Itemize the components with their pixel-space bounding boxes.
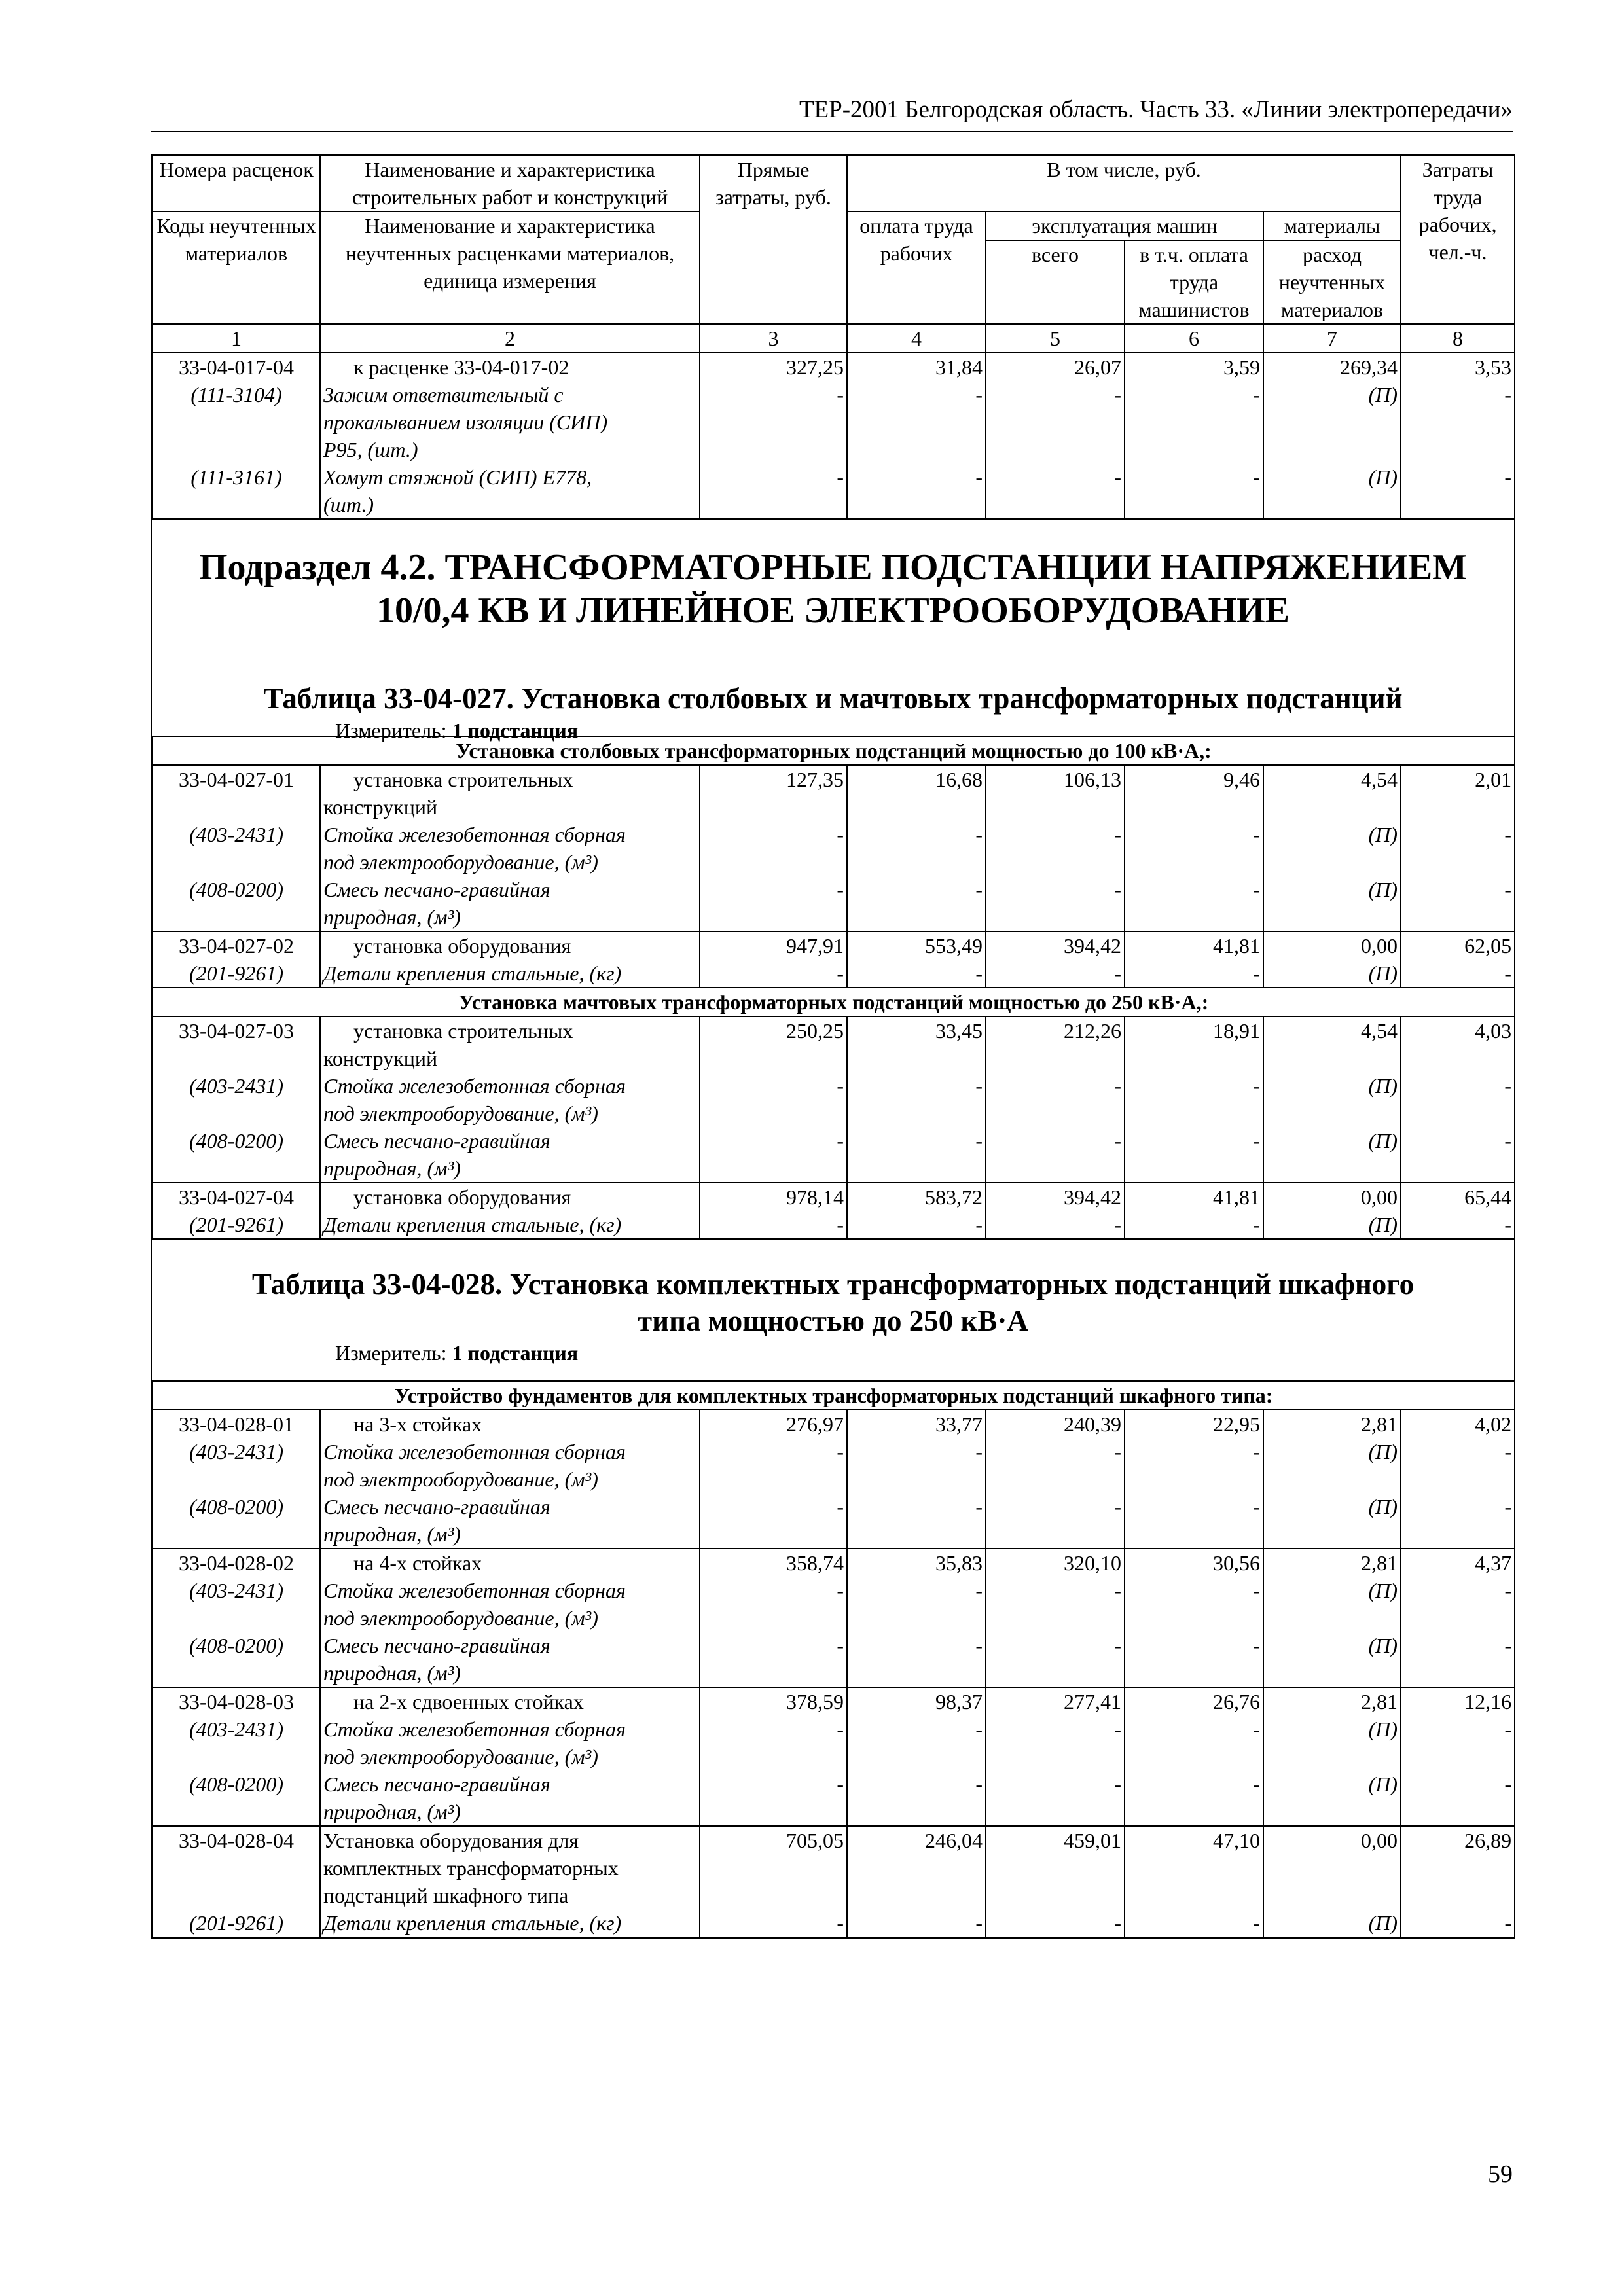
rate-code: 33-04-028-04 (153, 1826, 320, 1854)
dash-cell: - (1125, 1127, 1263, 1155)
rates-table-frame (151, 154, 1515, 1939)
table-row (153, 408, 1515, 436)
material-name: Стойка железобетонная сборная (320, 821, 700, 848)
rate-name: на 2-х сдвоенных стойках (320, 1687, 700, 1715)
material-name: Стойка железобетонная сборная (320, 1577, 700, 1604)
dash-cell: - (847, 1770, 986, 1798)
dash-cell: - (1401, 1715, 1515, 1743)
dash-cell: - (986, 1632, 1125, 1659)
dash-cell: - (700, 463, 847, 491)
table-row (153, 1715, 1515, 1743)
dash-cell: - (847, 1211, 986, 1239)
dash-cell: - (986, 1909, 1125, 1937)
value-cell: 12,16 (1401, 1687, 1515, 1715)
value-cell: 22,95 (1125, 1410, 1263, 1438)
col2-bottom-header: Наименование и характеристика неучтенных расценками материалов, единица измерения (320, 211, 700, 324)
rate-code: 33-04-028-03 (153, 1687, 320, 1715)
value-cell: 16,68 (847, 765, 986, 793)
material-name: Смесь песчано-гравийная (320, 1632, 700, 1659)
table-row (153, 1016, 1515, 1045)
dash-cell: - (1125, 1577, 1263, 1604)
rate-name: на 4-х стойках (320, 1549, 700, 1577)
group-heading: Установка мачтовых трансформаторных подстанций мощностью до 250 кВ·А,: (153, 988, 1515, 1016)
table-27 (152, 736, 1515, 1240)
material-name: Смесь песчано-гравийная (320, 876, 700, 903)
value-cell: 3,59 (1125, 353, 1263, 381)
col-number: 7 (1263, 324, 1401, 353)
value-cell: 4,37 (1401, 1549, 1515, 1577)
table-row (153, 1211, 1515, 1239)
material-name: Смесь песчано-гравийная (320, 1127, 700, 1155)
dash-cell: - (1401, 821, 1515, 848)
rate-code: 33-04-027-02 (153, 931, 320, 960)
rate-name: установка строительных (320, 1016, 700, 1045)
dash-cell: - (847, 1438, 986, 1465)
value-cell: 0,00 (1263, 1183, 1401, 1211)
table-row (153, 1410, 1515, 1438)
dash-cell: - (1125, 463, 1263, 491)
table-row (153, 960, 1515, 988)
dash-cell: - (700, 1577, 847, 1604)
dash-cell: - (700, 1127, 847, 1155)
dash-cell: - (847, 1577, 986, 1604)
running-head: ТЕР-2001 Белгородская область. Часть 33. «Линии электропередачи» (151, 92, 1513, 132)
rate-code: 33-04-028-02 (153, 1549, 320, 1577)
dash-cell: - (1125, 1072, 1263, 1100)
dash-cell: - (1125, 876, 1263, 903)
col-number: 1 (153, 324, 320, 353)
rate-name: к расценке 33-04-017-02 (320, 353, 700, 381)
value-cell: 240,39 (986, 1410, 1125, 1438)
material-mark: (П) (1263, 1632, 1401, 1659)
table-row (153, 1632, 1515, 1659)
table-row (153, 1438, 1515, 1465)
material-mark: (П) (1263, 1493, 1401, 1520)
value-cell: 320,10 (986, 1549, 1125, 1577)
table-row (153, 1577, 1515, 1604)
value-cell: 2,81 (1263, 1410, 1401, 1438)
labor-pay-header: оплата труда рабочих (847, 211, 986, 324)
material-name: Р95, (шт.) (320, 436, 700, 463)
dash-cell: - (1125, 1770, 1263, 1798)
dash-cell: - (986, 960, 1125, 988)
page-number: 59 (1488, 2161, 1513, 2188)
value-cell: 2,81 (1263, 1687, 1401, 1715)
value-cell: 0,00 (1263, 1826, 1401, 1854)
dash-cell: - (1401, 1770, 1515, 1798)
group-heading: Устройство фундаментов для комплектных трансформаторных подстанций шкафного типа: (153, 1381, 1515, 1410)
value-cell: 394,42 (986, 1183, 1125, 1211)
group-heading: Установка столбовых трансформаторных подстанций мощностью до 100 кВ·А,: (153, 736, 1515, 765)
material-code: (201-9261) (153, 960, 320, 988)
machines-header: эксплуатация машин (986, 211, 1263, 240)
material-mark: (П) (1263, 1577, 1401, 1604)
in-total-header: В том числе, руб. (847, 155, 1401, 211)
dash-cell: - (986, 821, 1125, 848)
table-row (153, 876, 1515, 903)
value-cell: 98,37 (847, 1687, 986, 1715)
dash-cell: - (700, 1770, 847, 1798)
table-title: Таблица 33-04-027. Установка столбовых и мачтовых трансформаторных подстанций (263, 682, 1403, 715)
material-name: под электрооборудование, (м³) (320, 1465, 700, 1493)
rate-name: комплектных трансформаторных (320, 1854, 700, 1882)
value-cell: 26,07 (986, 353, 1125, 381)
material-name: Детали крепления стальные, (кг) (320, 1211, 700, 1239)
col2-top-header: Наименование и характеристика строительных работ и конструкций (320, 155, 700, 211)
rate-code: 33-04-017-04 (153, 353, 320, 381)
value-cell: 277,41 (986, 1687, 1125, 1715)
dash-cell: - (1125, 821, 1263, 848)
dash-cell: - (700, 1909, 847, 1937)
value-cell: 33,77 (847, 1410, 986, 1438)
material-code: (111-3161) (153, 463, 320, 491)
table-row (153, 1770, 1515, 1798)
material-name: природная, (м³) (320, 903, 700, 931)
subsection-heading (152, 520, 1514, 660)
dash-cell: - (1401, 463, 1515, 491)
material-mark: (П) (1263, 1770, 1401, 1798)
value-cell: 3,53 (1401, 353, 1515, 381)
dash-cell: - (1401, 1632, 1515, 1659)
value-cell: 4,54 (1263, 1016, 1401, 1045)
value-cell: 269,34 (1263, 353, 1401, 381)
dash-cell: - (847, 1632, 986, 1659)
material-mark: (П) (1263, 1715, 1401, 1743)
col3-header: Прямые затраты, руб. (700, 155, 847, 324)
material-mark: (П) (1263, 821, 1401, 848)
machines-total-header: всего (986, 240, 1125, 324)
dash-cell: - (986, 1577, 1125, 1604)
dash-cell: - (847, 1493, 986, 1520)
dash-cell: - (986, 876, 1125, 903)
dash-cell: - (986, 1211, 1125, 1239)
rate-name: установка строительных (320, 765, 700, 793)
value-cell: 378,59 (700, 1687, 847, 1715)
table-row (153, 436, 1515, 463)
material-name: Стойка железобетонная сборная (320, 1438, 700, 1465)
dash-cell: - (700, 1072, 847, 1100)
dash-cell: - (847, 1909, 986, 1937)
dash-cell: - (986, 1493, 1125, 1520)
dash-cell: - (1125, 1438, 1263, 1465)
material-mark: (П) (1263, 1438, 1401, 1465)
dash-cell: - (1401, 876, 1515, 903)
dash-cell: - (986, 463, 1125, 491)
value-cell: 47,10 (1125, 1826, 1263, 1854)
value-cell: 2,01 (1401, 765, 1515, 793)
material-name: природная, (м³) (320, 1155, 700, 1183)
materials-header: материалы (1263, 211, 1401, 240)
value-cell: 327,25 (700, 353, 847, 381)
value-cell: 459,01 (986, 1826, 1125, 1854)
col-number: 6 (1125, 324, 1263, 353)
table-row (153, 381, 1515, 408)
table-title-line2: типа мощностью до 250 кВ·А (638, 1304, 1028, 1337)
table-row (153, 463, 1515, 491)
rate-name: конструкций (320, 1045, 700, 1072)
value-cell: 41,81 (1125, 931, 1263, 960)
value-cell: 276,97 (700, 1410, 847, 1438)
table-row (153, 1909, 1515, 1937)
dash-cell: - (986, 1770, 1125, 1798)
rate-code: 33-04-027-04 (153, 1183, 320, 1211)
rate-name: Установка оборудования для (320, 1826, 700, 1854)
col1-bottom-header: Коды неучтенных материалов (153, 211, 320, 324)
value-cell: 394,42 (986, 931, 1125, 960)
material-name: природная, (м³) (320, 1659, 700, 1687)
rate-name: на 3-х стойках (320, 1410, 700, 1438)
col-number: 4 (847, 324, 986, 353)
value-cell: 65,44 (1401, 1183, 1515, 1211)
header-table (152, 154, 1515, 520)
rate-name: подстанций шкафного типа (320, 1882, 700, 1909)
material-name: Детали крепления стальные, (кг) (320, 960, 700, 988)
rate-name: конструкций (320, 793, 700, 821)
value-cell: 947,91 (700, 931, 847, 960)
dash-cell: - (986, 1072, 1125, 1100)
value-cell: 106,13 (986, 765, 1125, 793)
table-row (153, 491, 1515, 519)
col-number: 8 (1401, 324, 1515, 353)
material-code: (201-9261) (153, 1211, 320, 1239)
dash-cell: - (986, 381, 1125, 408)
subsection-title-line2: 10/0,4 КВ И ЛИНЕЙНОЕ ЭЛЕКТРООБОРУДОВАНИЕ (376, 590, 1290, 631)
table-row (153, 1183, 1515, 1211)
material-name: Хомут стяжной (СИП) Е778, (320, 463, 700, 491)
dash-cell: - (986, 1715, 1125, 1743)
material-name: под электрооборудование, (м³) (320, 1100, 700, 1127)
dash-cell: - (1125, 1632, 1263, 1659)
material-name: Зажим ответвительный с (320, 381, 700, 408)
value-cell: 583,72 (847, 1183, 986, 1211)
dash-cell: - (700, 960, 847, 988)
meter-line: Измеритель: 1 подстанция (335, 719, 579, 742)
dash-cell: - (1401, 960, 1515, 988)
dash-cell: - (847, 1715, 986, 1743)
dash-cell: - (847, 960, 986, 988)
material-mark: (П) (1263, 1909, 1401, 1937)
dash-cell: - (1125, 1909, 1263, 1937)
value-cell: 358,74 (700, 1549, 847, 1577)
dash-cell: - (1125, 1211, 1263, 1239)
value-cell: 250,25 (700, 1016, 847, 1045)
table-row (153, 1072, 1515, 1100)
dash-cell: - (1401, 381, 1515, 408)
col1-top-header: Номера расценок (153, 155, 320, 211)
material-name: Стойка железобетонная сборная (320, 1072, 700, 1100)
materials-sub-header: расход неучтенных материалов (1263, 240, 1401, 324)
dash-cell: - (700, 1493, 847, 1520)
dash-cell: - (1401, 1438, 1515, 1465)
table-row (153, 1493, 1515, 1520)
material-mark: (П) (1263, 463, 1401, 491)
material-code: (403-2431) (153, 821, 320, 848)
col-number: 3 (700, 324, 847, 353)
dash-cell: - (700, 1211, 847, 1239)
value-cell: 4,54 (1263, 765, 1401, 793)
dash-cell: - (1125, 1493, 1263, 1520)
material-code: (111-3104) (153, 381, 320, 408)
table-row (153, 821, 1515, 848)
material-mark: (П) (1263, 1127, 1401, 1155)
dash-cell: - (1401, 1909, 1515, 1937)
material-name: под электрооборудование, (м³) (320, 1604, 700, 1632)
dash-cell: - (700, 1438, 847, 1465)
value-cell: 18,91 (1125, 1016, 1263, 1045)
material-code: (201-9261) (153, 1909, 320, 1937)
dash-cell: - (1401, 1493, 1515, 1520)
table-27-heading (152, 660, 1514, 742)
dash-cell: - (847, 821, 986, 848)
value-cell: 31,84 (847, 353, 986, 381)
dash-cell: - (1125, 960, 1263, 988)
dash-cell: - (1401, 1127, 1515, 1155)
table-28-heading (152, 1240, 1514, 1380)
dash-cell: - (1401, 1577, 1515, 1604)
material-code: (403-2431) (153, 1438, 320, 1465)
value-cell: 41,81 (1125, 1183, 1263, 1211)
rate-name: установка оборудования (320, 1183, 700, 1211)
material-name: (шт.) (320, 491, 700, 519)
material-name: Стойка железобетонная сборная (320, 1715, 700, 1743)
table-row (153, 931, 1515, 960)
material-name: под электрооборудование, (м³) (320, 848, 700, 876)
material-code: (408-0200) (153, 876, 320, 903)
dash-cell: - (986, 1127, 1125, 1155)
machines-labor-header: в т.ч. оплата труда машинистов (1125, 240, 1263, 324)
dash-cell: - (700, 1632, 847, 1659)
dash-cell: - (700, 876, 847, 903)
material-name: Смесь песчано-гравийная (320, 1493, 700, 1520)
value-cell: 35,83 (847, 1549, 986, 1577)
rate-code: 33-04-027-03 (153, 1016, 320, 1045)
dash-cell: - (1125, 381, 1263, 408)
value-cell: 26,89 (1401, 1826, 1515, 1854)
table-row (153, 353, 1515, 381)
material-name: природная, (м³) (320, 1798, 700, 1826)
table-28 (152, 1380, 1515, 1938)
value-cell: 26,76 (1125, 1687, 1263, 1715)
value-cell: 0,00 (1263, 931, 1401, 960)
table-title-line1: Таблица 33-04-028. Установка комплектных трансформаторных подстанций шкафного (251, 1268, 1415, 1300)
rate-code: 33-04-028-01 (153, 1410, 320, 1438)
table-row (153, 765, 1515, 793)
value-cell: 553,49 (847, 931, 986, 960)
dash-cell: - (847, 1127, 986, 1155)
col-number: 5 (986, 324, 1125, 353)
material-mark: (П) (1263, 960, 1401, 988)
value-cell: 4,03 (1401, 1016, 1515, 1045)
material-code: (403-2431) (153, 1715, 320, 1743)
dash-cell: - (700, 1715, 847, 1743)
table-row (153, 1826, 1515, 1854)
material-name: под электрооборудование, (м³) (320, 1743, 700, 1770)
material-name: Детали крепления стальные, (кг) (320, 1909, 700, 1937)
material-code: (408-0200) (153, 1127, 320, 1155)
material-mark: (П) (1263, 1072, 1401, 1100)
subsection-title-line1: Подраздел 4.2. ТРАНСФОРМАТОРНЫЕ ПОДСТАНЦИИ НАПРЯЖЕНИЕМ (198, 547, 1468, 588)
material-name: природная, (м³) (320, 1520, 700, 1549)
dash-cell: - (1125, 1715, 1263, 1743)
dash-cell: - (1401, 1211, 1515, 1239)
dash-cell: - (847, 1072, 986, 1100)
dash-cell: - (847, 381, 986, 408)
value-cell: 33,45 (847, 1016, 986, 1045)
dash-cell: - (986, 1438, 1125, 1465)
value-cell: 978,14 (700, 1183, 847, 1211)
dash-cell: - (700, 821, 847, 848)
value-cell: 62,05 (1401, 931, 1515, 960)
value-cell: 9,46 (1125, 765, 1263, 793)
value-cell: 127,35 (700, 765, 847, 793)
table-row (153, 1687, 1515, 1715)
dash-cell: - (847, 463, 986, 491)
labor-cost-header: Затраты труда рабочих, чел.-ч. (1401, 155, 1515, 324)
material-code: (408-0200) (153, 1632, 320, 1659)
dash-cell: - (700, 381, 847, 408)
rate-code: 33-04-027-01 (153, 765, 320, 793)
material-code: (403-2431) (153, 1072, 320, 1100)
value-cell: 30,56 (1125, 1549, 1263, 1577)
material-mark: (П) (1263, 1211, 1401, 1239)
dash-cell: - (1401, 1072, 1515, 1100)
rate-name: установка оборудования (320, 931, 700, 960)
value-cell: 212,26 (986, 1016, 1125, 1045)
material-name: Смесь песчано-гравийная (320, 1770, 700, 1798)
dash-cell: - (847, 876, 986, 903)
material-code: (403-2431) (153, 1577, 320, 1604)
table-row (153, 1549, 1515, 1577)
col-number: 2 (320, 324, 700, 353)
value-cell: 246,04 (847, 1826, 986, 1854)
value-cell: 2,81 (1263, 1549, 1401, 1577)
material-code: (408-0200) (153, 1493, 320, 1520)
value-cell: 4,02 (1401, 1410, 1515, 1438)
material-mark: (П) (1263, 381, 1401, 408)
value-cell: 705,05 (700, 1826, 847, 1854)
material-name: прокалыванием изоляции (СИП) (320, 408, 700, 436)
meter-line: Измеритель: 1 подстанция (335, 1341, 579, 1365)
material-code: (408-0200) (153, 1770, 320, 1798)
material-mark: (П) (1263, 876, 1401, 903)
table-row (153, 1127, 1515, 1155)
